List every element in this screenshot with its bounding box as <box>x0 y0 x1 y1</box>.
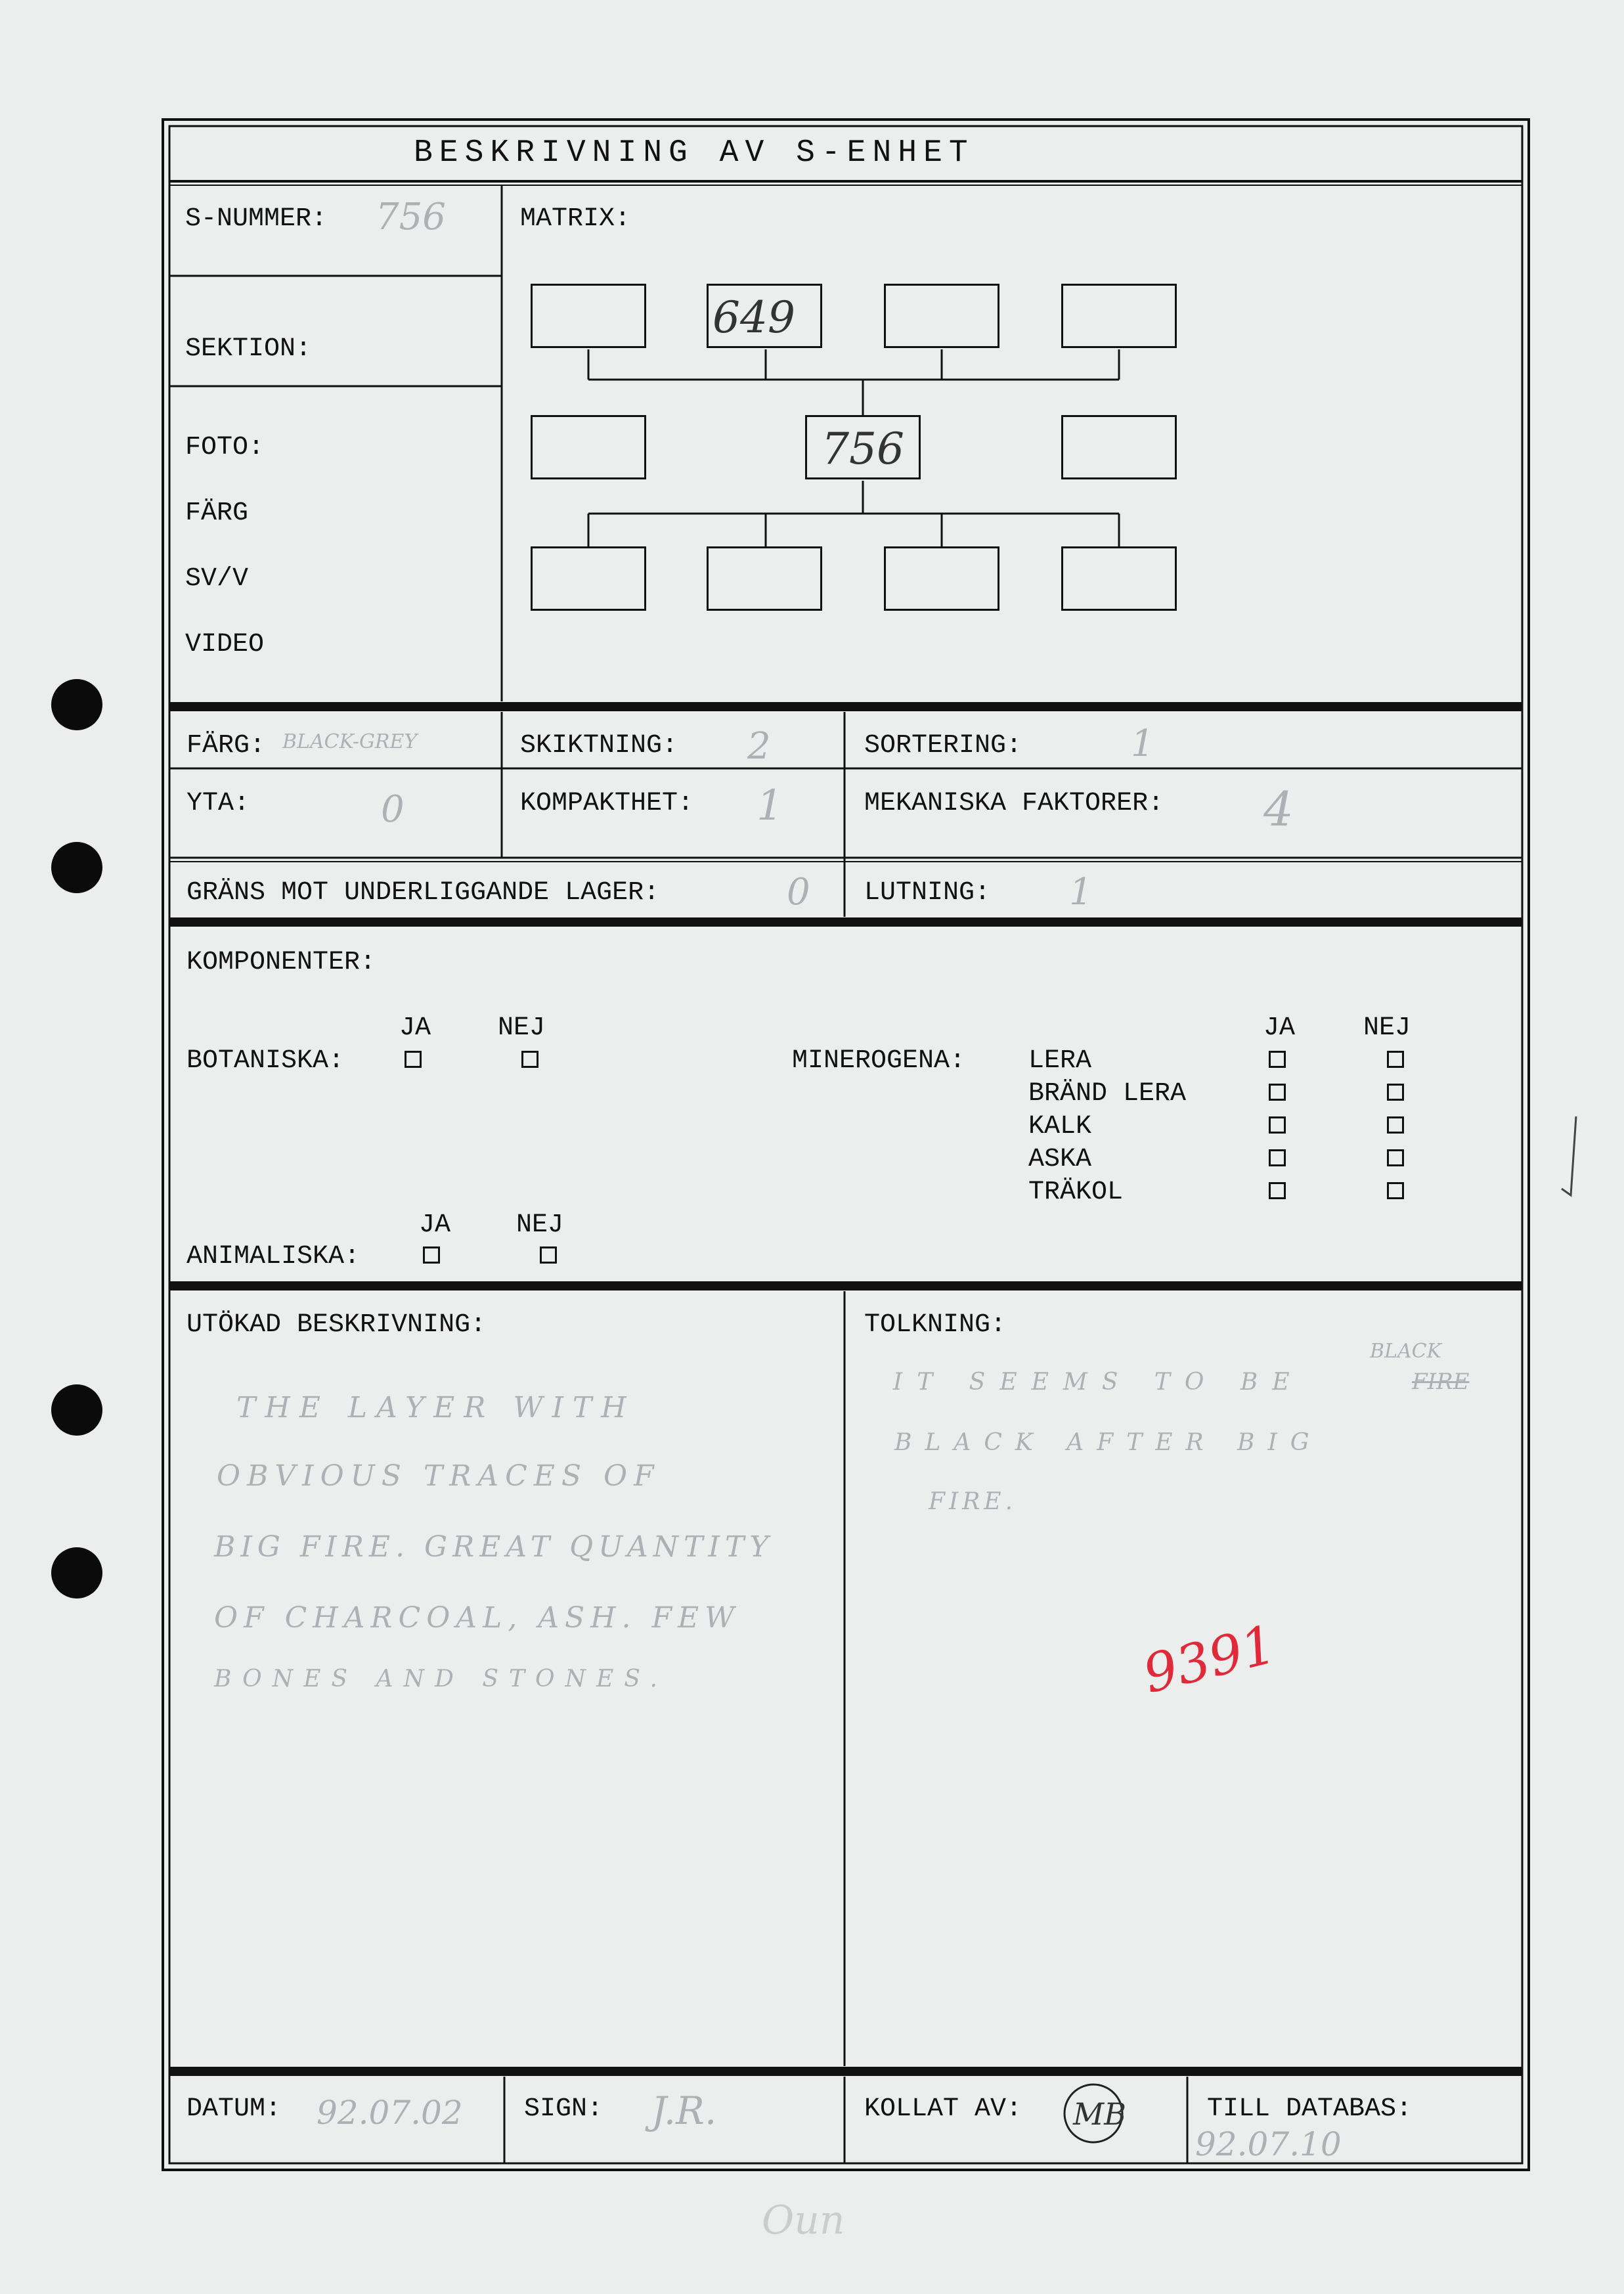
form-title: BESKRIVNING AV S-ENHET <box>414 135 975 171</box>
minerogena-nej-header: NEJ <box>1363 1013 1411 1043</box>
animaliska-label: ANIMALISKA: <box>187 1242 361 1271</box>
tolkning-line-2: BLACK AFTER BIG <box>894 1429 1323 1456</box>
datum-label: DATUM: <box>187 2094 282 2124</box>
animaliska-nej-header: NEJ <box>516 1210 564 1240</box>
kollat-value: MB <box>1073 2096 1126 2132</box>
botaniska-label: BOTANISKA: <box>187 1046 345 1076</box>
tolkning-line-3: FIRE. <box>929 1488 1017 1515</box>
trakol-ja-checkbox[interactable] <box>1269 1182 1286 1199</box>
animaliska-ja-header: JA <box>419 1210 451 1240</box>
matrix-label: MATRIX: <box>520 204 631 234</box>
sign-value: J.R. <box>651 2088 717 2133</box>
minerogena-item-trakol: TRÄKOL <box>1028 1178 1124 1207</box>
kompakthet-label: KOMPAKTHET: <box>520 789 694 818</box>
lera-ja-checkbox[interactable] <box>1269 1051 1286 1068</box>
datum-value: 92.07.02 <box>317 2094 463 2132</box>
matrix-box-below-2 <box>707 546 822 611</box>
yta-value: 0 <box>381 788 405 831</box>
sign-label: SIGN: <box>524 2094 604 2124</box>
utokad-line-3: BIG FIRE. GREAT QUANTITY <box>214 1530 774 1564</box>
lera-nej-checkbox[interactable] <box>1387 1051 1404 1068</box>
minerogena-label: MINEROGENA: <box>792 1046 966 1076</box>
matrix-above-value: 649 <box>713 292 795 343</box>
databas-label: TILL DATABAS: <box>1207 2094 1413 2124</box>
utokad-label: UTÖKAD BESKRIVNING: <box>187 1310 487 1340</box>
utokad-line-2: OBVIOUS TRACES OF <box>217 1459 661 1493</box>
matrix-box-mid-left <box>531 415 646 479</box>
matrix-box-above-2 <box>707 284 822 348</box>
minerogena-item-kalk: KALK <box>1028 1112 1092 1141</box>
farg-value: BLACK-GREY <box>282 730 418 753</box>
minerogena-item-aska: ASKA <box>1028 1145 1092 1174</box>
minerogena-item-lera: LERA <box>1028 1046 1092 1076</box>
kalk-ja-checkbox[interactable] <box>1269 1116 1286 1134</box>
skiktning-value: 2 <box>747 725 771 768</box>
utokad-line-1: THE LAYER WITH <box>236 1391 636 1424</box>
matrix-box-above-3 <box>884 284 999 348</box>
animaliska-nej-checkbox[interactable] <box>540 1246 557 1264</box>
minerogena-ja-header: JA <box>1263 1013 1296 1043</box>
mekaniska-value: 4 <box>1263 782 1294 837</box>
botaniska-ja-checkbox[interactable] <box>405 1051 422 1068</box>
sortering-value: 1 <box>1131 722 1154 765</box>
databas-value: 92.07.10 <box>1195 2125 1342 2163</box>
tolkning-struck-word: FIRE <box>1412 1369 1470 1395</box>
farg-label: FÄRG: <box>187 731 266 761</box>
matrix-center-value: 756 <box>822 424 904 474</box>
animaliska-ja-checkbox[interactable] <box>423 1246 440 1264</box>
bottom-mark: Oun <box>762 2197 845 2243</box>
s-nummer-value: 756 <box>376 196 446 238</box>
foto-label: FOTO: <box>185 433 265 462</box>
kalk-nej-checkbox[interactable] <box>1387 1116 1404 1134</box>
tolkning-label: TOLKNING: <box>864 1310 1007 1340</box>
trakol-nej-checkbox[interactable] <box>1387 1182 1404 1199</box>
botaniska-ja-header: JA <box>399 1013 431 1043</box>
sektion-label: SEKTION: <box>185 334 312 364</box>
farg-media-label: FÄRG <box>185 498 249 528</box>
yta-label: YTA: <box>187 789 250 818</box>
matrix-box-center <box>805 415 921 479</box>
minerogena-item-brand-lera: BRÄND LERA <box>1028 1079 1187 1109</box>
botaniska-nej-header: NEJ <box>498 1013 546 1043</box>
grans-label: GRÄNS MOT UNDERLIGGANDE LAGER: <box>187 878 660 908</box>
matrix-box-above-4 <box>1061 284 1177 348</box>
aska-ja-checkbox[interactable] <box>1269 1149 1286 1166</box>
utokad-line-5: BONES AND STONES. <box>214 1665 669 1692</box>
tolkning-above-word: BLACK <box>1370 1340 1441 1363</box>
matrix-box-below-4 <box>1061 546 1177 611</box>
sortering-label: SORTERING: <box>864 731 1022 761</box>
mekaniska-label: MEKANISKA FAKTORER: <box>864 789 1164 818</box>
brand-lera-nej-checkbox[interactable] <box>1387 1084 1404 1101</box>
matrix-box-below-1 <box>531 546 646 611</box>
grans-value: 0 <box>787 871 810 914</box>
matrix-box-below-3 <box>884 546 999 611</box>
botaniska-nej-checkbox[interactable] <box>521 1051 538 1068</box>
komponenter-label: KOMPONENTER: <box>187 948 376 977</box>
kompakthet-value: 1 <box>757 782 783 830</box>
utokad-line-4: OF CHARCOAL, ASH. FEW <box>214 1601 741 1635</box>
kollat-label: KOLLAT AV: <box>864 2094 1022 2124</box>
matrix-box-mid-right <box>1061 415 1177 479</box>
svv-label: SV/V <box>185 564 249 594</box>
lutning-value: 1 <box>1069 871 1093 914</box>
aska-nej-checkbox[interactable] <box>1387 1149 1404 1166</box>
brand-lera-ja-checkbox[interactable] <box>1269 1084 1286 1101</box>
skiktning-label: SKIKTNING: <box>520 731 678 761</box>
tolkning-line-1: IT SEEMS TO BE <box>893 1369 1304 1396</box>
lutning-label: LUTNING: <box>864 878 991 908</box>
video-label: VIDEO <box>185 630 265 659</box>
red-number: 9391 <box>1137 1613 1282 1706</box>
matrix-box-above-1 <box>531 284 646 348</box>
s-nummer-label: S-NUMMER: <box>185 204 328 234</box>
